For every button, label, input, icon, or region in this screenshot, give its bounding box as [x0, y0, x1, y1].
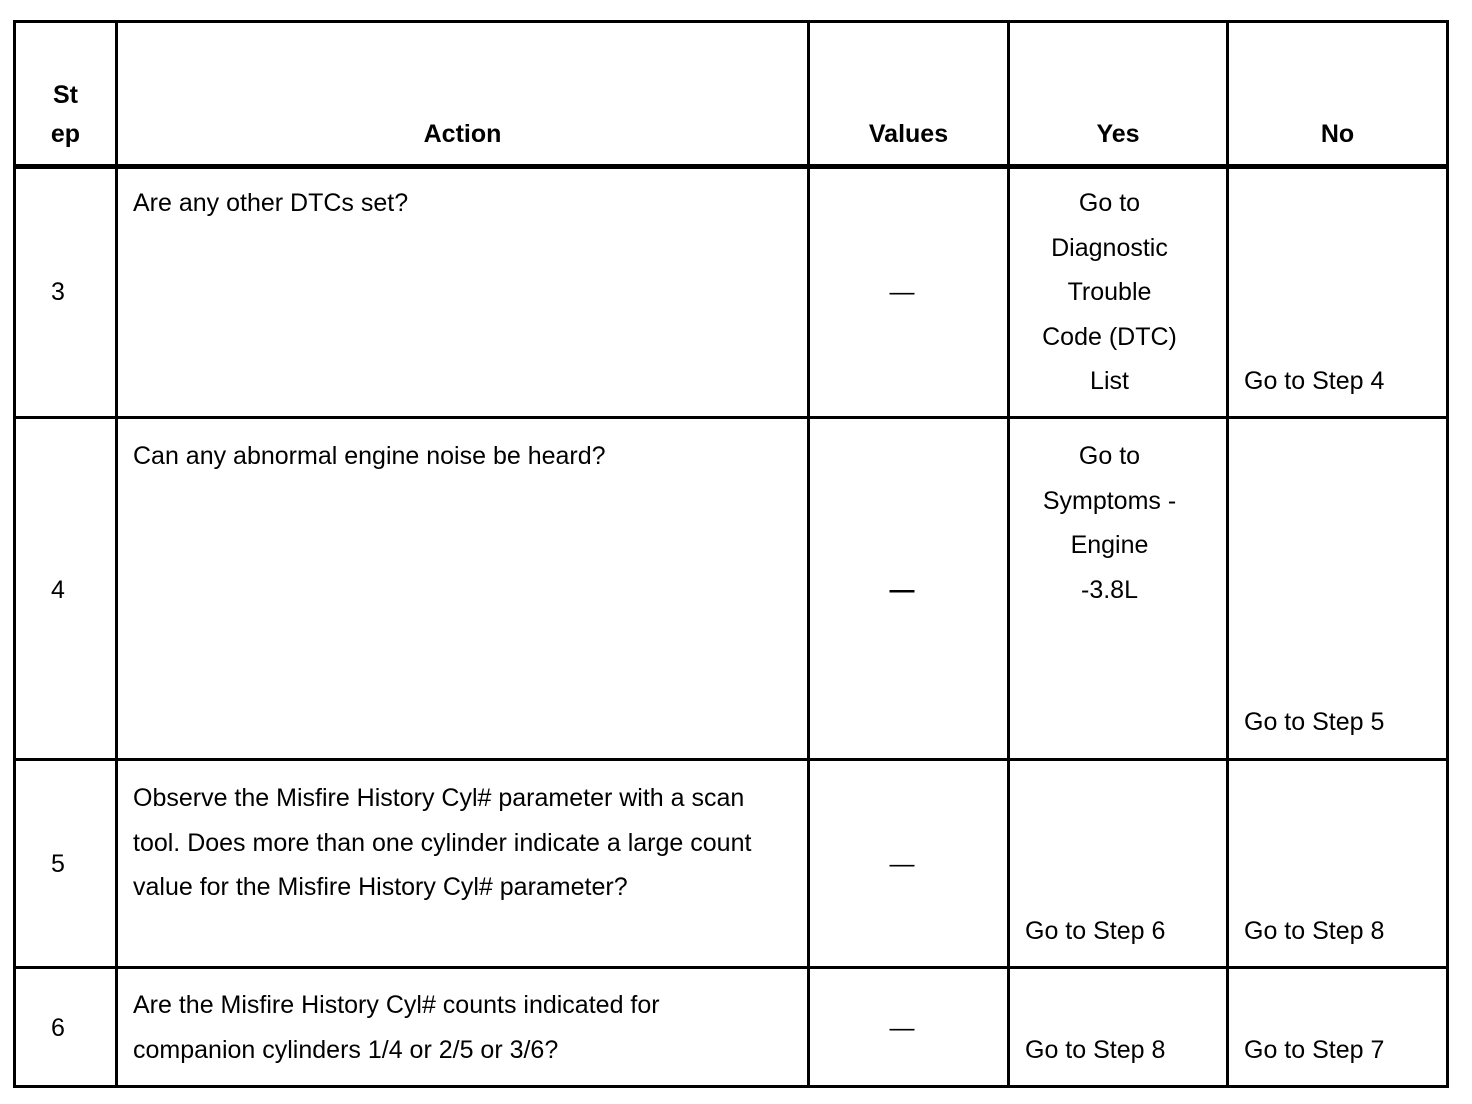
row-4-step: 4	[51, 576, 65, 604]
row-5-no: Go to Step 8	[1244, 917, 1385, 945]
row-5-yes: Go to Step 6	[1025, 917, 1166, 945]
row-3-values: —	[889, 278, 915, 306]
row-3-no: Go to Step 4	[1244, 367, 1385, 395]
row-6-yes: Go to Step 8	[1025, 1036, 1166, 1064]
row-separator	[13, 966, 1449, 969]
row-3-action: Are any other DTCs set?	[133, 189, 409, 217]
row-4-yes	[1010, 434, 1209, 612]
diagnostic-table	[13, 20, 1449, 1088]
table-border-right	[1446, 20, 1449, 1088]
header-yes: Yes	[1096, 120, 1140, 148]
row-separator	[13, 416, 1449, 419]
table-border-bottom	[13, 1085, 1449, 1088]
row-4-yes-text: Go to Symptoms - Engine -3.8L	[1042, 442, 1177, 604]
table-border-top	[13, 20, 1449, 23]
header-separator	[13, 164, 1449, 169]
column-separator	[115, 20, 118, 1088]
table-border-left	[13, 20, 16, 1088]
row-3-yes: Go to Diagnostic Trouble Code (DTC) List	[1042, 189, 1177, 395]
column-separator	[1226, 20, 1229, 1088]
header-action: Action	[423, 120, 502, 148]
row-separator	[13, 758, 1449, 761]
header-values: Values	[868, 120, 949, 148]
row-4-no: Go to Step 5	[1244, 708, 1385, 736]
row-3-step: 3	[51, 278, 65, 306]
row-5-step: 5	[51, 850, 65, 878]
row-5-values: —	[889, 850, 915, 878]
row-4-action: Can any abnormal engine noise be heard?	[133, 442, 606, 470]
column-separator	[807, 20, 810, 1088]
row-6-values: —	[889, 1014, 915, 1042]
row-5-action: Observe the Misfire History Cyl# parameter with a scan tool. Does more than one cylinder indicate a large count value for the Misfire History Cyl# parameter?	[133, 784, 752, 901]
row-6-no: Go to Step 7	[1244, 1036, 1385, 1064]
row-6-action: Are the Misfire History Cyl# counts indicated for companion cylinders 1/4 or 2/5 or 3/6?	[133, 991, 660, 1064]
header-step: St ep	[50, 81, 81, 148]
row-6-step: 6	[51, 1014, 65, 1042]
row-4-values: —	[889, 576, 915, 604]
header-no: No	[1320, 120, 1355, 148]
